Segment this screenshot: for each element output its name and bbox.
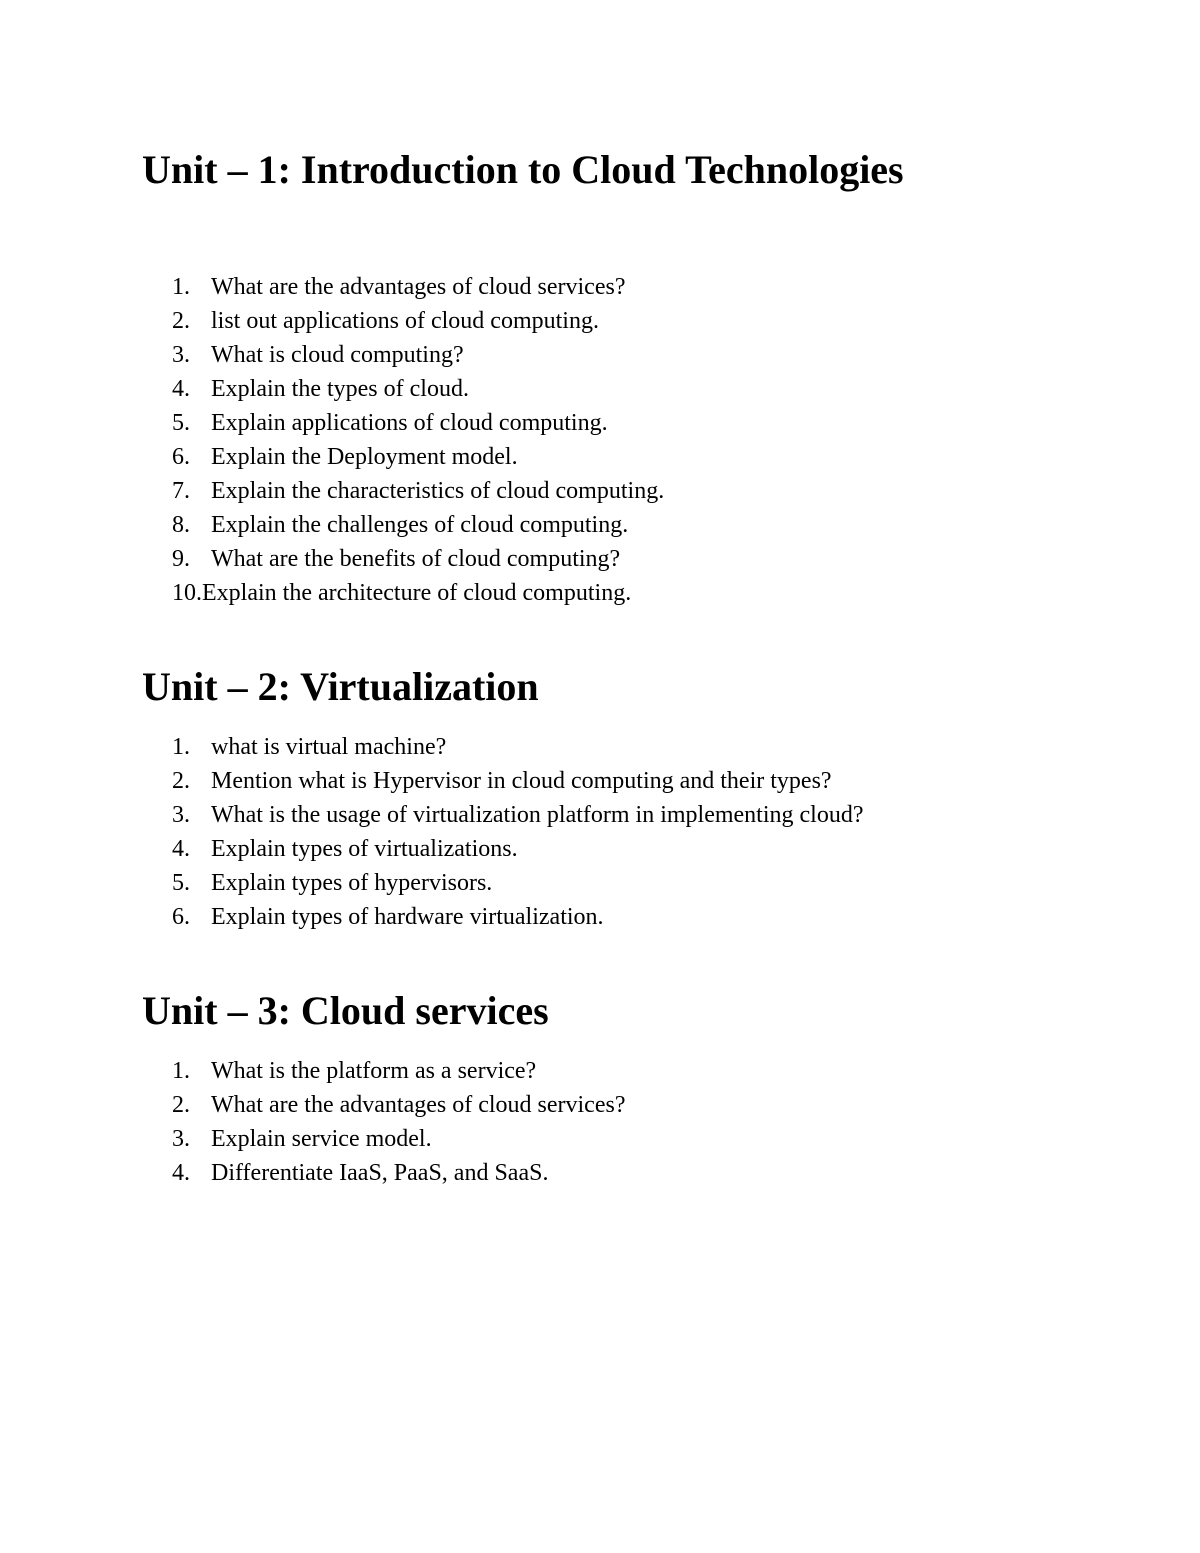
list-item bbox=[172, 306, 664, 340]
list-item bbox=[172, 340, 664, 374]
list-item bbox=[172, 732, 864, 766]
list-item bbox=[172, 408, 664, 442]
item-number: 1. bbox=[172, 274, 190, 300]
item-number: 5. bbox=[172, 870, 190, 896]
question-text: list out applications of cloud computing. bbox=[211, 308, 599, 334]
item-number: 1. bbox=[172, 1058, 190, 1084]
item-number: 6. bbox=[172, 444, 190, 470]
list-item bbox=[172, 476, 664, 510]
question-text: Explain the challenges of cloud computing. bbox=[211, 512, 629, 538]
item-number: 5. bbox=[172, 410, 190, 436]
question-text: Explain service model. bbox=[211, 1126, 432, 1152]
unit-2-question-list bbox=[172, 732, 864, 936]
question-text: Explain the types of cloud. bbox=[211, 376, 469, 402]
item-number: 3. bbox=[172, 342, 190, 368]
list-item bbox=[172, 510, 664, 544]
item-number: 4. bbox=[172, 836, 190, 862]
list-item bbox=[172, 868, 864, 902]
item-number: 7. bbox=[172, 478, 190, 504]
list-item bbox=[172, 834, 864, 868]
item-number: 8. bbox=[172, 512, 190, 538]
list-item bbox=[172, 1124, 625, 1158]
question-text: Explain the architecture of cloud computing. bbox=[202, 580, 632, 606]
question-text: Explain types of hardware virtualization. bbox=[211, 904, 604, 930]
question-text: Explain types of hypervisors. bbox=[211, 870, 493, 896]
item-number: 9. bbox=[172, 546, 190, 572]
list-item bbox=[172, 374, 664, 408]
unit-1-question-list bbox=[172, 272, 664, 612]
question-text: What is cloud computing? bbox=[211, 342, 464, 368]
question-text: What are the advantages of cloud services? bbox=[211, 1092, 626, 1118]
list-item bbox=[172, 766, 864, 800]
item-number: 4. bbox=[172, 376, 190, 402]
item-number: 10. bbox=[172, 580, 202, 606]
item-number: 1. bbox=[172, 734, 190, 760]
item-number: 4. bbox=[172, 1160, 190, 1186]
item-number: 2. bbox=[172, 1092, 190, 1118]
list-item bbox=[172, 272, 664, 306]
question-text: Explain the characteristics of cloud computing. bbox=[211, 478, 665, 504]
list-item bbox=[172, 1158, 625, 1192]
item-number: 2. bbox=[172, 768, 190, 794]
unit-2-heading: Unit – 2: Virtualization bbox=[142, 664, 539, 709]
question-text: what is virtual machine? bbox=[211, 734, 447, 760]
question-text: Differentiate IaaS, PaaS, and SaaS. bbox=[211, 1160, 549, 1186]
question-text: What is the usage of virtualization platform in implementing cloud? bbox=[211, 802, 864, 828]
item-number: 6. bbox=[172, 904, 190, 930]
question-text: What is the platform as a service? bbox=[211, 1058, 537, 1084]
list-item bbox=[172, 800, 864, 834]
list-item bbox=[172, 544, 664, 578]
list-item bbox=[172, 578, 664, 612]
unit-3-heading: Unit – 3: Cloud services bbox=[142, 988, 549, 1033]
question-text: Mention what is Hypervisor in cloud computing and their types? bbox=[211, 768, 832, 794]
question-text: What are the benefits of cloud computing? bbox=[211, 546, 621, 572]
list-item bbox=[172, 1056, 625, 1090]
unit-1-heading: Unit – 1: Introduction to Cloud Technologies bbox=[142, 147, 904, 192]
list-item bbox=[172, 902, 864, 936]
question-text: Explain applications of cloud computing. bbox=[211, 410, 608, 436]
item-number: 3. bbox=[172, 1126, 190, 1152]
list-item bbox=[172, 1090, 625, 1124]
unit-3-question-list bbox=[172, 1056, 625, 1192]
item-number: 3. bbox=[172, 802, 190, 828]
question-text: Explain the Deployment model. bbox=[211, 444, 518, 470]
list-item bbox=[172, 442, 664, 476]
item-number: 2. bbox=[172, 308, 190, 334]
question-text: What are the advantages of cloud services? bbox=[211, 274, 626, 300]
question-text: Explain types of virtualizations. bbox=[211, 836, 518, 862]
